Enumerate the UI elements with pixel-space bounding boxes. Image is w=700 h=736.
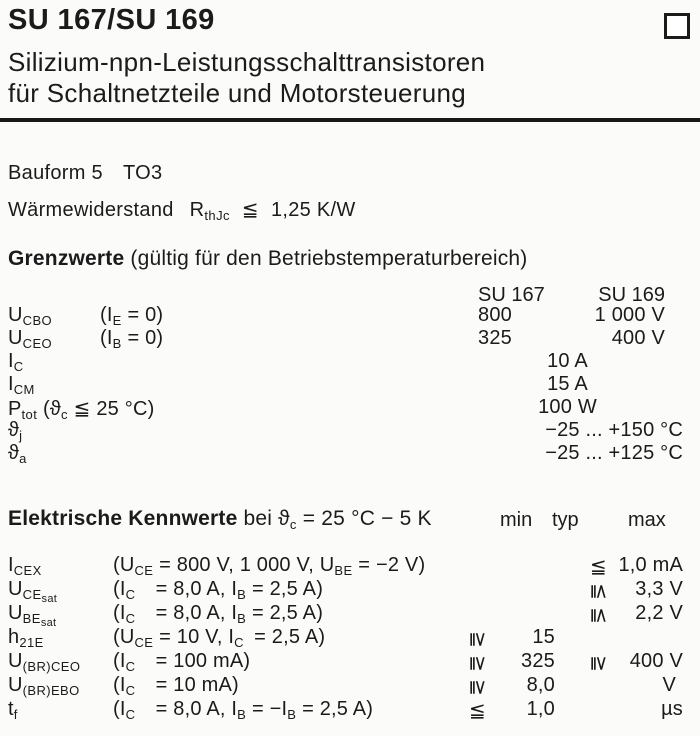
max-value: µs [661, 698, 683, 720]
relation-symbol: ≦ [590, 556, 607, 578]
kennwerte-row [0, 650, 700, 674]
text: (I [113, 602, 126, 624]
value-region [470, 442, 683, 465]
value-region [470, 350, 683, 373]
parameter-symbol [8, 419, 22, 443]
grenzwerte-table [0, 304, 700, 465]
column-header-max: max [628, 509, 666, 531]
min-value: 8,0 [526, 674, 555, 696]
max-cell [588, 578, 683, 602]
subscript: BE [334, 563, 353, 578]
subscript: C [125, 587, 136, 602]
parameter-symbol [8, 350, 24, 374]
text: = −2 V) [352, 554, 426, 576]
grenzwerte-row [0, 396, 700, 422]
bauform-label: Bauform 5 [8, 162, 103, 184]
text: = 800 V, 1 000 V, U [153, 554, 335, 576]
parameter-symbol [8, 442, 27, 466]
kennwerte-heading-rest [237, 507, 431, 530]
test-condition [113, 698, 373, 722]
text: (I [100, 304, 113, 326]
parameter-symbol [8, 578, 57, 605]
grenzwerte-row [0, 373, 700, 396]
relation-symbol [588, 650, 611, 675]
text: = 25 °C − 5 K [296, 507, 432, 530]
text: = 10 V, I [153, 626, 235, 648]
subscript: B [237, 611, 247, 626]
column-header-min: min [500, 509, 533, 531]
text: = 0) [121, 304, 164, 326]
text: I [8, 373, 14, 395]
value-combined: −25 ... +150 °C [545, 419, 683, 441]
subscript: CEO [22, 336, 53, 351]
bauform-line [8, 162, 162, 185]
text: (U [113, 626, 135, 648]
subscript: B [237, 707, 247, 722]
grenzwerte-heading [8, 247, 528, 271]
grenzwerte-heading-rest: (gültig für den Betriebstemperaturbereich) [124, 247, 528, 270]
test-condition [100, 327, 163, 351]
relation-symbol: ≦ [469, 700, 486, 722]
subscript: j [19, 428, 23, 443]
kennwerte-heading-bold: Elektrische Kennwerte [8, 507, 238, 530]
subscript: CBO [22, 313, 53, 328]
parameter-symbol [8, 373, 35, 397]
subscript: 21E [19, 635, 44, 650]
test-condition [113, 602, 323, 626]
relation-symbol-rotated: ≧ [467, 679, 490, 697]
value-su167: 325 [478, 327, 512, 349]
subscript: C [125, 683, 136, 698]
text: = 2,5 A) [246, 578, 324, 600]
text: U [8, 304, 23, 326]
test-condition [113, 650, 250, 674]
text: = 8,0 A, I [135, 578, 238, 600]
thermal-symbol [190, 199, 230, 221]
subscript: BE [22, 611, 41, 626]
divider-rule [0, 118, 700, 122]
value-combined: 15 A [547, 373, 588, 395]
text: h [8, 626, 20, 648]
subscript: C [125, 707, 136, 722]
max-cell [588, 650, 683, 674]
subscript: E [112, 313, 122, 328]
text: = 2,5 A) [243, 626, 326, 648]
value-region [470, 304, 683, 327]
text: (I [113, 674, 126, 696]
text: = 100 mA) [135, 650, 251, 672]
subscript-small: sat [41, 593, 58, 605]
kennwerte-row [0, 698, 700, 722]
relation-symbol-rotated: ≧ [467, 655, 490, 673]
text: I [8, 350, 14, 372]
min-cell [455, 554, 555, 578]
test-condition [113, 674, 239, 698]
grenzwerte-row [0, 327, 700, 350]
max-value: V [662, 674, 676, 696]
package-label: TO3 [122, 162, 163, 184]
kennwerte-heading [8, 507, 432, 532]
subscript: c [289, 517, 297, 532]
text: (I [100, 327, 113, 349]
text: (I [113, 650, 126, 672]
value-region [470, 327, 683, 350]
subscript: a [19, 451, 27, 466]
text: = 2,5 A) [246, 602, 324, 624]
text: U [8, 602, 23, 624]
grenzwerte-row [0, 350, 700, 373]
thermal-relation: ≦ [241, 199, 259, 221]
max-value: 1,0 mA [618, 554, 683, 576]
subtitle [8, 47, 485, 109]
test-condition [113, 554, 425, 578]
subscript: C [234, 635, 244, 650]
value-combined: −25 ... +125 °C [545, 442, 683, 464]
text: (I [113, 578, 126, 600]
parameter-symbol [8, 626, 44, 650]
relation-symbol [467, 650, 490, 675]
subscript: (BR)CEO [22, 659, 81, 674]
subscript: B [112, 336, 122, 351]
relation-symbol-rotated: ≦ [588, 583, 611, 601]
thermal-label: Wärmewiderstand [8, 199, 174, 221]
min-value: 325 [521, 650, 555, 672]
relation-symbol-rotated: ≧ [588, 655, 611, 673]
subscript: B [287, 707, 297, 722]
subscript: CE [134, 635, 154, 650]
relation-symbol [467, 674, 490, 699]
subscript-small: sat [40, 617, 57, 629]
thermal-value: 1,25 K/W [270, 199, 356, 221]
value-su169: 1 000 V [594, 304, 665, 326]
grenzwerte-row [0, 442, 700, 465]
text: ϑ [8, 442, 20, 464]
value-combined: 10 A [547, 350, 588, 372]
min-value: 15 [532, 626, 555, 648]
grenzwerte-row [0, 304, 700, 327]
relation-symbol [588, 602, 611, 627]
parameter-symbol [8, 698, 18, 722]
min-cell [455, 650, 555, 674]
max-value: 400 V [629, 650, 683, 672]
text: R [189, 199, 205, 221]
min-cell [455, 626, 555, 650]
max-cell [588, 626, 683, 650]
parameter-symbol [8, 602, 56, 629]
value-region [470, 396, 683, 419]
grenzwerte-heading-bold: Grenzwerte [8, 247, 125, 270]
subscript: tot [21, 407, 38, 422]
subscript: C [125, 611, 136, 626]
subtitle-line2: für Schaltnetzteile und Motorsteuerung [8, 78, 466, 108]
relation-symbol [467, 626, 490, 651]
text: t [8, 698, 14, 720]
subscript: f [13, 707, 18, 722]
parameter-symbol [8, 304, 52, 328]
value-region [470, 373, 683, 396]
text: = 0) [121, 327, 164, 349]
relation-symbol [588, 578, 611, 603]
min-cell [455, 602, 555, 626]
subscript: C [13, 359, 24, 374]
grenzwerte-row [0, 419, 700, 442]
column-header-su169: SU 169 [598, 284, 665, 306]
test-condition [113, 578, 323, 602]
value-su169: 400 V [611, 327, 665, 349]
checkbox-icon [664, 13, 690, 39]
thermal-resistance-line [8, 197, 356, 223]
max-cell [588, 674, 683, 698]
subscript: CEX [13, 563, 42, 578]
max-value: 2,2 V [635, 602, 683, 624]
subtitle-line1: Silizium-npn-Leistungsschalttransistoren [8, 47, 486, 77]
column-header-typ: typ [552, 509, 579, 531]
text: ≦ 25 °C) [67, 398, 155, 420]
subscript: c [60, 407, 68, 422]
text: (I [113, 698, 126, 720]
test-condition [113, 626, 325, 650]
kennwerte-row [0, 602, 700, 629]
max-cell [588, 698, 683, 722]
column-header-su167: SU 167 [478, 284, 545, 306]
relation-symbol-rotated: ≧ [467, 631, 490, 649]
relation-symbol-rotated: ≦ [588, 607, 611, 625]
text: I [8, 554, 14, 576]
max-cell [588, 602, 683, 626]
parameter-symbol [8, 650, 80, 674]
text: = −I [246, 698, 288, 720]
text: U [8, 674, 23, 696]
parameter-symbol [8, 327, 52, 351]
subscript: B [237, 587, 247, 602]
text: U [8, 578, 23, 600]
test-condition [100, 304, 163, 328]
value-su167: 800 [478, 304, 512, 326]
parameter-symbol [8, 674, 80, 698]
text: bei ϑ [237, 507, 290, 530]
subscript: CE [134, 563, 154, 578]
min-cell [455, 698, 555, 722]
kennwerte-row [0, 626, 700, 650]
min-value: 1,0 [526, 698, 555, 720]
kennwerte-row [0, 554, 700, 578]
subscript: thJc [204, 208, 230, 223]
text: = 10 mA) [135, 674, 239, 696]
text: = 8,0 A, I [135, 602, 238, 624]
kennwerte-row [0, 578, 700, 605]
parameter-symbol [8, 554, 42, 578]
text: U [8, 650, 23, 672]
kennwerte-table [0, 554, 700, 722]
min-cell [455, 674, 555, 698]
text: = 2,5 A) [296, 698, 374, 720]
text: (U [113, 554, 135, 576]
min-cell [455, 578, 555, 602]
subscript: C [125, 659, 136, 674]
text: = 8,0 A, I [135, 698, 238, 720]
subscript: (BR)EBO [22, 683, 80, 698]
value-combined: 100 W [538, 396, 597, 418]
text: (ϑ [37, 398, 61, 420]
max-value: 3,3 V [635, 578, 683, 600]
text: ϑ [8, 419, 20, 441]
max-cell [588, 554, 683, 578]
page-title: SU 167/SU 169 [8, 4, 215, 36]
value-region [470, 419, 683, 442]
text: P [8, 398, 22, 420]
subscript: CM [13, 382, 35, 397]
kennwerte-row [0, 674, 700, 698]
subscript: CE [22, 587, 42, 602]
text: U [8, 327, 23, 349]
